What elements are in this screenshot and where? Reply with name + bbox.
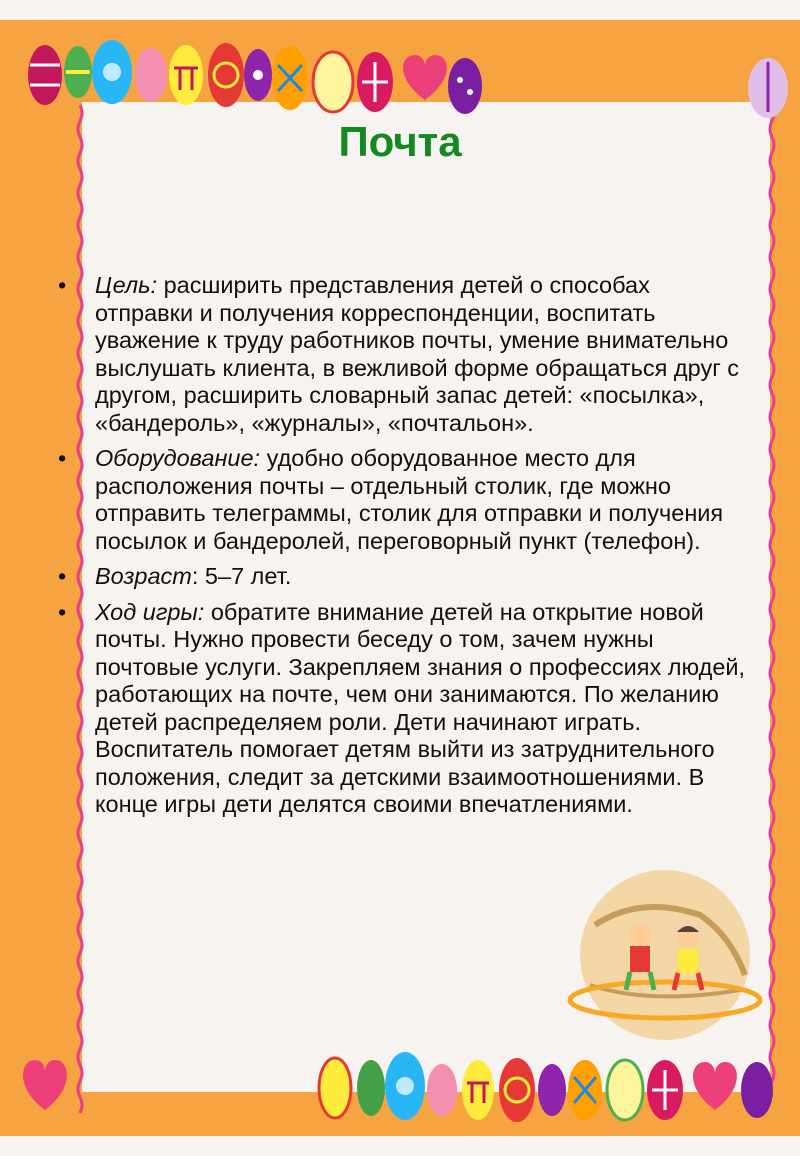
bullet-item-goal <box>58 272 748 437</box>
item-text: : 5–7 лет. <box>191 563 292 589</box>
easter-egg-icon <box>538 1064 566 1116</box>
easter-egg-icon <box>135 48 167 102</box>
easter-egg-icon <box>319 1058 351 1118</box>
bullet-item-equipment <box>58 445 748 555</box>
item-term: Возраст <box>95 563 192 589</box>
children-on-globe-illustration <box>570 870 760 1040</box>
easter-egg-icon <box>748 58 788 118</box>
item-term: Цель: <box>95 272 158 298</box>
easter-egg-icon <box>313 52 353 112</box>
bullet-item-game-flow <box>58 599 748 819</box>
easter-egg-icon <box>357 1060 385 1116</box>
easter-egg-icon <box>357 52 393 112</box>
easter-egg-icon <box>92 40 132 104</box>
easter-egg-icon <box>244 49 272 101</box>
item-text: расширить представления детей о способах отправки и получения корреспонденции, воспитать уважение к труду работников почты, умение внимательно выслушать клиента, в вежливой форме обращаться друг с другом, расширить словарный запас детей: «посылка», «бандероль», «журналы», «почтальон». <box>95 272 740 436</box>
easter-egg-icon <box>28 45 62 105</box>
easter-egg-icon <box>64 46 92 98</box>
slide-title: Почта <box>338 118 462 165</box>
bullet-icon: • <box>58 272 67 298</box>
item-text: удобно оборудованное место для расположения почты – отдельный столик, где можно отправить телеграммы, столик для отправки и получения посылок и бандеролей, переговорный пункт (телефон). <box>95 445 724 554</box>
easter-egg-icon <box>462 1060 494 1120</box>
bullet-list-container <box>58 272 748 827</box>
item-text: обратите внимание детей на открытие новой почты. Нужно провести беседу о том, зачем нужны почтовые услуги. Закрепляем знания о профессиях людей, работающих на почте, чем они занимаются. По желанию детей распределяем роли. Дети начинают играть. Воспитатель помогает детям выйти из затруднительного положения, следит за детскими взаимоотношениями. В конце игры дети делятся своими впечатлениями. <box>95 598 746 817</box>
easter-egg-icon <box>448 58 482 114</box>
easter-egg-icon <box>499 1058 535 1122</box>
easter-egg-icon <box>385 1052 425 1120</box>
easter-egg-icon <box>427 1064 457 1116</box>
item-term: Ход игры: <box>95 598 205 625</box>
easter-egg-icon <box>208 43 244 107</box>
easter-egg-icon <box>607 1060 643 1120</box>
easter-egg-icon <box>647 1060 683 1120</box>
bullet-list <box>58 272 748 819</box>
easter-egg-icon <box>741 1062 773 1118</box>
easter-egg-icon <box>568 1060 602 1120</box>
bullet-icon: • <box>58 445 67 471</box>
easter-egg-icon <box>169 45 203 105</box>
bullet-icon: • <box>58 598 67 625</box>
bullet-icon: • <box>58 563 67 589</box>
item-term: Оборудование: <box>95 445 261 471</box>
bullet-item-age <box>58 563 748 591</box>
easter-egg-icon <box>272 46 308 110</box>
